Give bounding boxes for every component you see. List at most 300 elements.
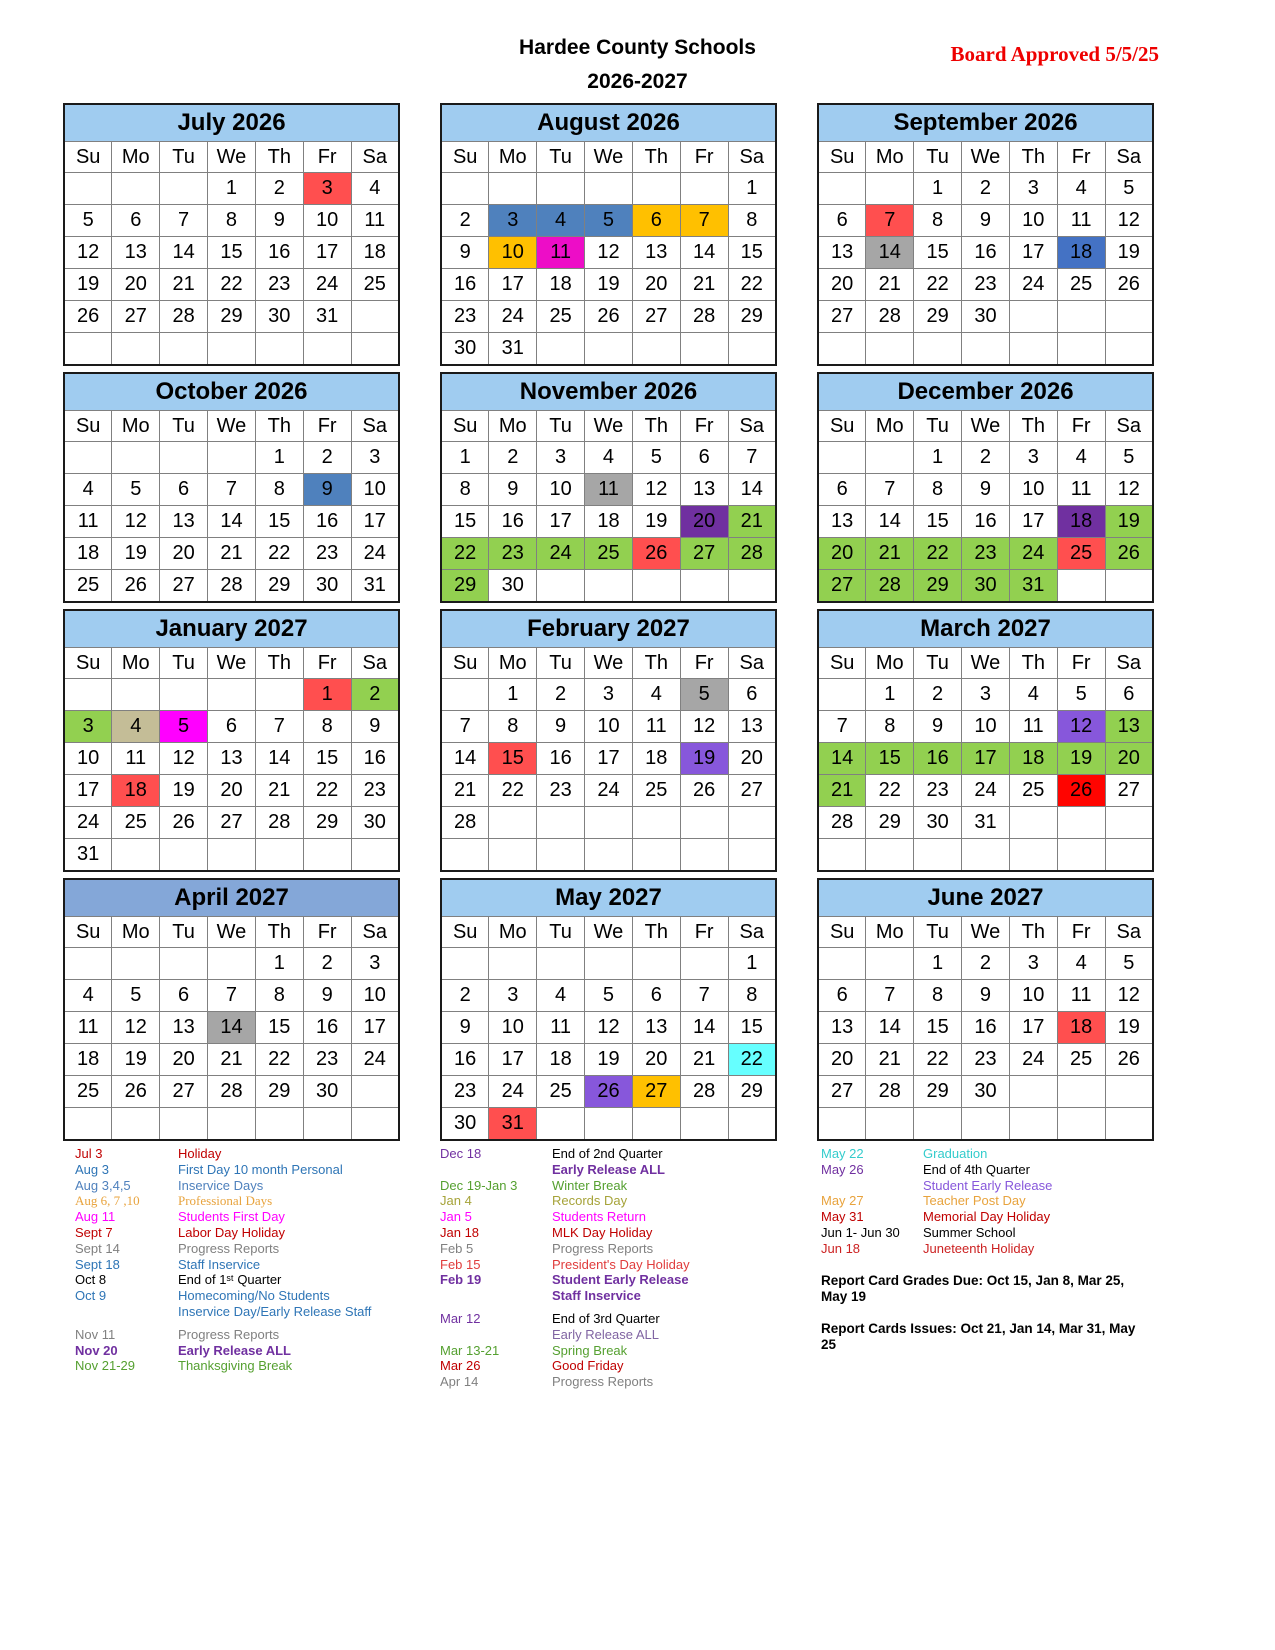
weekday-header: Fr xyxy=(1057,411,1105,442)
day-cell: 13 xyxy=(818,1012,866,1044)
legend-item xyxy=(440,1343,777,1359)
day-cell: 22 xyxy=(441,538,489,570)
day-cell: 17 xyxy=(489,269,537,301)
weekday-header: Tu xyxy=(160,142,208,173)
day-cell: 2 xyxy=(489,442,537,474)
weekday-header: Su xyxy=(441,648,489,679)
empty-cell xyxy=(914,1108,962,1141)
legend-item xyxy=(821,1209,1154,1225)
day-cell: 15 xyxy=(441,506,489,538)
weekday-header: Mo xyxy=(489,142,537,173)
day-cell: 9 xyxy=(962,205,1010,237)
empty-cell xyxy=(818,1108,866,1141)
day-cell: 6 xyxy=(112,205,160,237)
day-cell: 4 xyxy=(1057,442,1105,474)
legend-date: Mar 13-21 xyxy=(440,1342,500,1358)
empty-cell xyxy=(489,807,537,839)
weekday-header: Su xyxy=(818,648,866,679)
legend-item xyxy=(440,1209,777,1225)
empty-cell xyxy=(1009,1076,1057,1108)
month-title: August 2026 xyxy=(441,104,776,142)
empty-cell xyxy=(112,333,160,366)
day-cell: 13 xyxy=(1105,711,1153,743)
day-cell: 29 xyxy=(728,301,776,333)
legend-label: Holiday xyxy=(178,1146,222,1161)
legend-label: President's Day Holiday xyxy=(552,1256,690,1272)
legend-date: May 27 xyxy=(821,1193,864,1209)
day-cell: 28 xyxy=(866,301,914,333)
weekday-header: Sa xyxy=(728,411,776,442)
day-cell: 5 xyxy=(1105,442,1153,474)
legend-item xyxy=(440,1327,777,1343)
weekday-header: Fr xyxy=(1057,648,1105,679)
day-cell: 1 xyxy=(208,173,256,205)
day-cell: 19 xyxy=(1057,743,1105,775)
empty-cell xyxy=(866,333,914,366)
weekday-header: Th xyxy=(1009,917,1057,948)
legend-date: Jan 18 xyxy=(440,1224,480,1240)
day-cell: 31 xyxy=(351,570,399,603)
day-cell: 8 xyxy=(255,980,303,1012)
day-cell: 19 xyxy=(1105,506,1153,538)
day-cell: 27 xyxy=(818,1076,866,1108)
day-cell: 27 xyxy=(680,538,728,570)
day-cell: 2 xyxy=(303,948,351,980)
weekday-header: We xyxy=(585,142,633,173)
day-cell: 1 xyxy=(914,442,962,474)
day-cell: 10 xyxy=(537,474,585,506)
day-cell: 28 xyxy=(818,807,866,839)
day-cell: 27 xyxy=(1105,775,1153,807)
day-cell: 13 xyxy=(818,237,866,269)
legend-item xyxy=(821,1225,1154,1241)
legend-date: Feb 5 xyxy=(440,1240,474,1256)
empty-cell xyxy=(1057,1108,1105,1141)
weekday-header: Su xyxy=(818,142,866,173)
day-cell: 7 xyxy=(160,205,208,237)
day-cell: 24 xyxy=(489,1076,537,1108)
day-cell: 30 xyxy=(962,1076,1010,1108)
empty-cell xyxy=(160,442,208,474)
day-cell: 26 xyxy=(1105,538,1153,570)
day-cell: 25 xyxy=(537,1076,585,1108)
day-cell: 11 xyxy=(112,743,160,775)
day-cell: 10 xyxy=(303,205,351,237)
day-cell: 15 xyxy=(728,1012,776,1044)
day-cell: 24 xyxy=(1009,269,1057,301)
legend-date: Aug 3,4,5 xyxy=(75,1177,131,1193)
day-cell: 5 xyxy=(112,474,160,506)
day-cell: 5 xyxy=(112,980,160,1012)
month-title: July 2026 xyxy=(64,104,399,142)
empty-cell xyxy=(537,948,585,980)
month-title: May 2027 xyxy=(441,879,776,917)
day-cell: 29 xyxy=(255,1076,303,1108)
page-subtitle: 2026-2027 xyxy=(587,70,688,93)
legend-item xyxy=(440,1193,777,1209)
legend-item xyxy=(821,1146,1154,1162)
legend-date: Feb 15 xyxy=(440,1256,481,1272)
day-cell: 15 xyxy=(208,237,256,269)
month-october-2026 xyxy=(63,372,400,603)
day-cell: 31 xyxy=(489,1108,537,1141)
weekday-header: Sa xyxy=(351,648,399,679)
empty-cell xyxy=(680,948,728,980)
day-cell: 3 xyxy=(303,173,351,205)
weekday-header: Tu xyxy=(537,648,585,679)
weekday-header: Tu xyxy=(537,411,585,442)
legend-date: Jun 18 xyxy=(821,1240,861,1256)
day-cell: 30 xyxy=(303,570,351,603)
legend-date xyxy=(75,1304,178,1320)
empty-cell xyxy=(1105,301,1153,333)
empty-cell xyxy=(866,948,914,980)
day-cell: 5 xyxy=(1105,173,1153,205)
legend-spacer xyxy=(75,1320,400,1327)
day-cell: 18 xyxy=(112,775,160,807)
day-cell: 24 xyxy=(1009,538,1057,570)
day-cell: 16 xyxy=(962,506,1010,538)
day-cell: 26 xyxy=(112,1076,160,1108)
legend-item xyxy=(75,1343,400,1359)
legend-item xyxy=(75,1241,400,1257)
day-cell: 31 xyxy=(1009,570,1057,603)
month-may-2027 xyxy=(440,878,777,1141)
weekday-header: Th xyxy=(632,917,680,948)
legend-label: Students First Day xyxy=(178,1209,285,1225)
day-cell: 16 xyxy=(303,506,351,538)
day-cell: 31 xyxy=(303,301,351,333)
legend-date: Nov 20 xyxy=(75,1342,118,1358)
day-cell: 4 xyxy=(64,980,112,1012)
empty-cell xyxy=(64,333,112,366)
month-august-2026 xyxy=(440,103,777,366)
weekday-header: Su xyxy=(441,142,489,173)
weekday-header: Fr xyxy=(303,648,351,679)
empty-cell xyxy=(489,948,537,980)
empty-cell xyxy=(160,333,208,366)
day-cell: 17 xyxy=(489,1044,537,1076)
day-cell: 17 xyxy=(303,237,351,269)
day-cell: 17 xyxy=(351,506,399,538)
day-cell: 27 xyxy=(818,301,866,333)
empty-cell xyxy=(208,442,256,474)
day-cell: 9 xyxy=(962,474,1010,506)
empty-cell xyxy=(112,1108,160,1141)
day-cell: 23 xyxy=(303,538,351,570)
empty-cell xyxy=(585,333,633,366)
day-cell: 12 xyxy=(64,237,112,269)
day-cell: 12 xyxy=(585,1012,633,1044)
empty-cell xyxy=(632,173,680,205)
month-april-2027 xyxy=(63,878,400,1141)
day-cell: 13 xyxy=(818,506,866,538)
weekday-header: We xyxy=(585,917,633,948)
day-cell: 13 xyxy=(728,711,776,743)
empty-cell xyxy=(303,333,351,366)
legend-date xyxy=(821,1178,923,1194)
legend-date: Jul 3 xyxy=(75,1146,103,1161)
weekday-header: Mo xyxy=(489,648,537,679)
day-cell: 8 xyxy=(914,980,962,1012)
weekday-header: Fr xyxy=(680,411,728,442)
empty-cell xyxy=(303,839,351,872)
day-cell: 3 xyxy=(585,679,633,711)
weekday-header: Mo xyxy=(489,411,537,442)
day-cell: 20 xyxy=(632,1044,680,1076)
day-cell: 21 xyxy=(160,269,208,301)
day-cell: 25 xyxy=(632,775,680,807)
day-cell: 3 xyxy=(1009,442,1057,474)
legend-date: Nov 21-29 xyxy=(75,1358,135,1374)
weekday-header: Th xyxy=(632,648,680,679)
day-cell: 12 xyxy=(1105,474,1153,506)
weekday-header: Sa xyxy=(728,917,776,948)
legend-item xyxy=(821,1178,1154,1194)
day-cell: 2 xyxy=(303,442,351,474)
legend-label: Progress Reports xyxy=(552,1374,654,1390)
day-cell: 12 xyxy=(1105,980,1153,1012)
day-cell: 21 xyxy=(208,538,256,570)
weekday-header: Th xyxy=(255,142,303,173)
weekday-header: Th xyxy=(632,411,680,442)
empty-cell xyxy=(632,570,680,603)
day-cell: 4 xyxy=(64,474,112,506)
empty-cell xyxy=(112,679,160,711)
empty-cell xyxy=(1009,807,1057,839)
day-cell: 29 xyxy=(914,301,962,333)
weekday-header: Tu xyxy=(160,917,208,948)
legend-item xyxy=(440,1225,777,1241)
weekday-header: We xyxy=(208,411,256,442)
legend-item xyxy=(75,1193,400,1209)
day-cell: 15 xyxy=(255,1012,303,1044)
day-cell: 20 xyxy=(680,506,728,538)
legend-date: Oct 8 xyxy=(75,1272,107,1288)
weekday-header: Th xyxy=(1009,142,1057,173)
empty-cell xyxy=(818,173,866,205)
day-cell: 31 xyxy=(64,839,112,872)
day-cell: 18 xyxy=(64,1044,112,1076)
day-cell: 6 xyxy=(632,205,680,237)
day-cell: 7 xyxy=(208,474,256,506)
empty-cell xyxy=(1105,1076,1153,1108)
legend-date: Jan 5 xyxy=(440,1209,472,1225)
weekday-header: Th xyxy=(1009,411,1057,442)
legend-item xyxy=(440,1146,777,1162)
day-cell: 26 xyxy=(64,301,112,333)
empty-cell xyxy=(208,839,256,872)
empty-cell xyxy=(1057,570,1105,603)
day-cell: 10 xyxy=(489,1012,537,1044)
weekday-header: We xyxy=(208,648,256,679)
day-cell: 14 xyxy=(441,743,489,775)
day-cell: 26 xyxy=(585,301,633,333)
day-cell: 26 xyxy=(632,538,680,570)
legend-item xyxy=(75,1257,400,1273)
empty-cell xyxy=(1009,839,1057,872)
day-cell: 18 xyxy=(1057,506,1105,538)
legend-item xyxy=(440,1257,777,1273)
day-cell: 19 xyxy=(64,269,112,301)
legend-item xyxy=(75,1288,400,1304)
day-cell: 31 xyxy=(962,807,1010,839)
legend-item xyxy=(75,1358,400,1374)
day-cell: 6 xyxy=(632,980,680,1012)
empty-cell xyxy=(728,570,776,603)
day-cell: 14 xyxy=(208,1012,256,1044)
weekday-header: Fr xyxy=(1057,917,1105,948)
empty-cell xyxy=(914,839,962,872)
day-cell: 18 xyxy=(537,1044,585,1076)
legend-date: Nov 11 xyxy=(75,1326,116,1342)
empty-cell xyxy=(585,839,633,872)
day-cell: 19 xyxy=(680,743,728,775)
day-cell: 25 xyxy=(1057,269,1105,301)
empty-cell xyxy=(818,442,866,474)
day-cell: 13 xyxy=(208,743,256,775)
day-cell: 23 xyxy=(914,775,962,807)
day-cell: 8 xyxy=(255,474,303,506)
weekday-header: Sa xyxy=(1105,648,1153,679)
day-cell: 17 xyxy=(64,775,112,807)
day-cell: 1 xyxy=(303,679,351,711)
day-cell: 5 xyxy=(585,205,633,237)
month-march-2027 xyxy=(817,609,1154,872)
day-cell: 7 xyxy=(866,474,914,506)
day-cell: 24 xyxy=(1009,1044,1057,1076)
day-cell: 19 xyxy=(585,269,633,301)
legend-date: Jan 4 xyxy=(440,1193,472,1209)
empty-cell xyxy=(585,570,633,603)
day-cell: 5 xyxy=(680,679,728,711)
weekday-header: Th xyxy=(255,411,303,442)
weekday-header: Mo xyxy=(112,142,160,173)
legend-column-2 xyxy=(440,1146,777,1390)
month-title: September 2026 xyxy=(818,104,1153,142)
legend-item xyxy=(75,1225,400,1241)
day-cell: 7 xyxy=(866,980,914,1012)
weekday-header: Sa xyxy=(1105,411,1153,442)
day-cell: 1 xyxy=(914,173,962,205)
empty-cell xyxy=(160,173,208,205)
day-cell: 4 xyxy=(537,205,585,237)
day-cell: 10 xyxy=(962,711,1010,743)
day-cell: 29 xyxy=(303,807,351,839)
day-cell: 6 xyxy=(1105,679,1153,711)
empty-cell xyxy=(64,442,112,474)
empty-cell xyxy=(489,839,537,872)
empty-cell xyxy=(632,1108,680,1141)
day-cell: 27 xyxy=(632,301,680,333)
day-cell: 8 xyxy=(914,205,962,237)
day-cell: 21 xyxy=(866,1044,914,1076)
day-cell: 9 xyxy=(489,474,537,506)
day-cell: 16 xyxy=(962,237,1010,269)
day-cell: 10 xyxy=(351,980,399,1012)
day-cell: 22 xyxy=(255,1044,303,1076)
empty-cell xyxy=(64,679,112,711)
day-cell: 19 xyxy=(1105,237,1153,269)
month-title: January 2027 xyxy=(64,610,399,648)
empty-cell xyxy=(1009,301,1057,333)
weekday-header: We xyxy=(962,648,1010,679)
weekday-header: Fr xyxy=(303,142,351,173)
empty-cell xyxy=(255,839,303,872)
board-approved-note: Board Approved 5/5/25 xyxy=(950,42,1159,66)
empty-cell xyxy=(208,679,256,711)
legend-label: Student Early Release xyxy=(552,1272,689,1288)
legend-item xyxy=(821,1193,1154,1209)
weekday-header: We xyxy=(962,142,1010,173)
day-cell: 23 xyxy=(962,1044,1010,1076)
legend-spacer xyxy=(821,1305,1154,1321)
day-cell: 10 xyxy=(1009,474,1057,506)
day-cell: 3 xyxy=(64,711,112,743)
day-cell: 5 xyxy=(64,205,112,237)
empty-cell xyxy=(728,333,776,366)
day-cell: 16 xyxy=(537,743,585,775)
day-cell: 25 xyxy=(537,301,585,333)
day-cell: 31 xyxy=(489,333,537,366)
day-cell: 20 xyxy=(112,269,160,301)
empty-cell xyxy=(728,839,776,872)
legend-item xyxy=(440,1241,777,1257)
day-cell: 8 xyxy=(489,711,537,743)
day-cell: 22 xyxy=(303,775,351,807)
day-cell: 8 xyxy=(728,980,776,1012)
day-cell: 4 xyxy=(1057,948,1105,980)
day-cell: 6 xyxy=(818,980,866,1012)
calendar-grid xyxy=(63,103,1154,1141)
empty-cell xyxy=(351,1076,399,1108)
weekday-header: Su xyxy=(441,411,489,442)
day-cell: 7 xyxy=(728,442,776,474)
weekday-header: Sa xyxy=(728,648,776,679)
day-cell: 22 xyxy=(489,775,537,807)
day-cell: 25 xyxy=(1057,1044,1105,1076)
day-cell: 22 xyxy=(208,269,256,301)
weekday-header: Tu xyxy=(914,142,962,173)
legend-label: Labor Day Holiday xyxy=(178,1224,285,1240)
empty-cell xyxy=(441,679,489,711)
legend-item xyxy=(75,1327,400,1343)
day-cell: 27 xyxy=(818,570,866,603)
empty-cell xyxy=(680,173,728,205)
legend-date: May 22 xyxy=(821,1146,864,1161)
day-cell: 1 xyxy=(728,948,776,980)
day-cell: 1 xyxy=(914,948,962,980)
weekday-header: We xyxy=(208,917,256,948)
empty-cell xyxy=(680,570,728,603)
day-cell: 11 xyxy=(632,711,680,743)
day-cell: 13 xyxy=(680,474,728,506)
weekday-header: Mo xyxy=(866,142,914,173)
day-cell: 9 xyxy=(441,237,489,269)
day-cell: 26 xyxy=(585,1076,633,1108)
day-cell: 12 xyxy=(632,474,680,506)
day-cell: 29 xyxy=(728,1076,776,1108)
empty-cell xyxy=(441,948,489,980)
day-cell: 23 xyxy=(489,538,537,570)
day-cell: 26 xyxy=(1105,269,1153,301)
month-title: February 2027 xyxy=(441,610,776,648)
day-cell: 15 xyxy=(728,237,776,269)
day-cell: 26 xyxy=(1057,775,1105,807)
day-cell: 13 xyxy=(112,237,160,269)
day-cell: 28 xyxy=(866,1076,914,1108)
empty-cell xyxy=(208,333,256,366)
